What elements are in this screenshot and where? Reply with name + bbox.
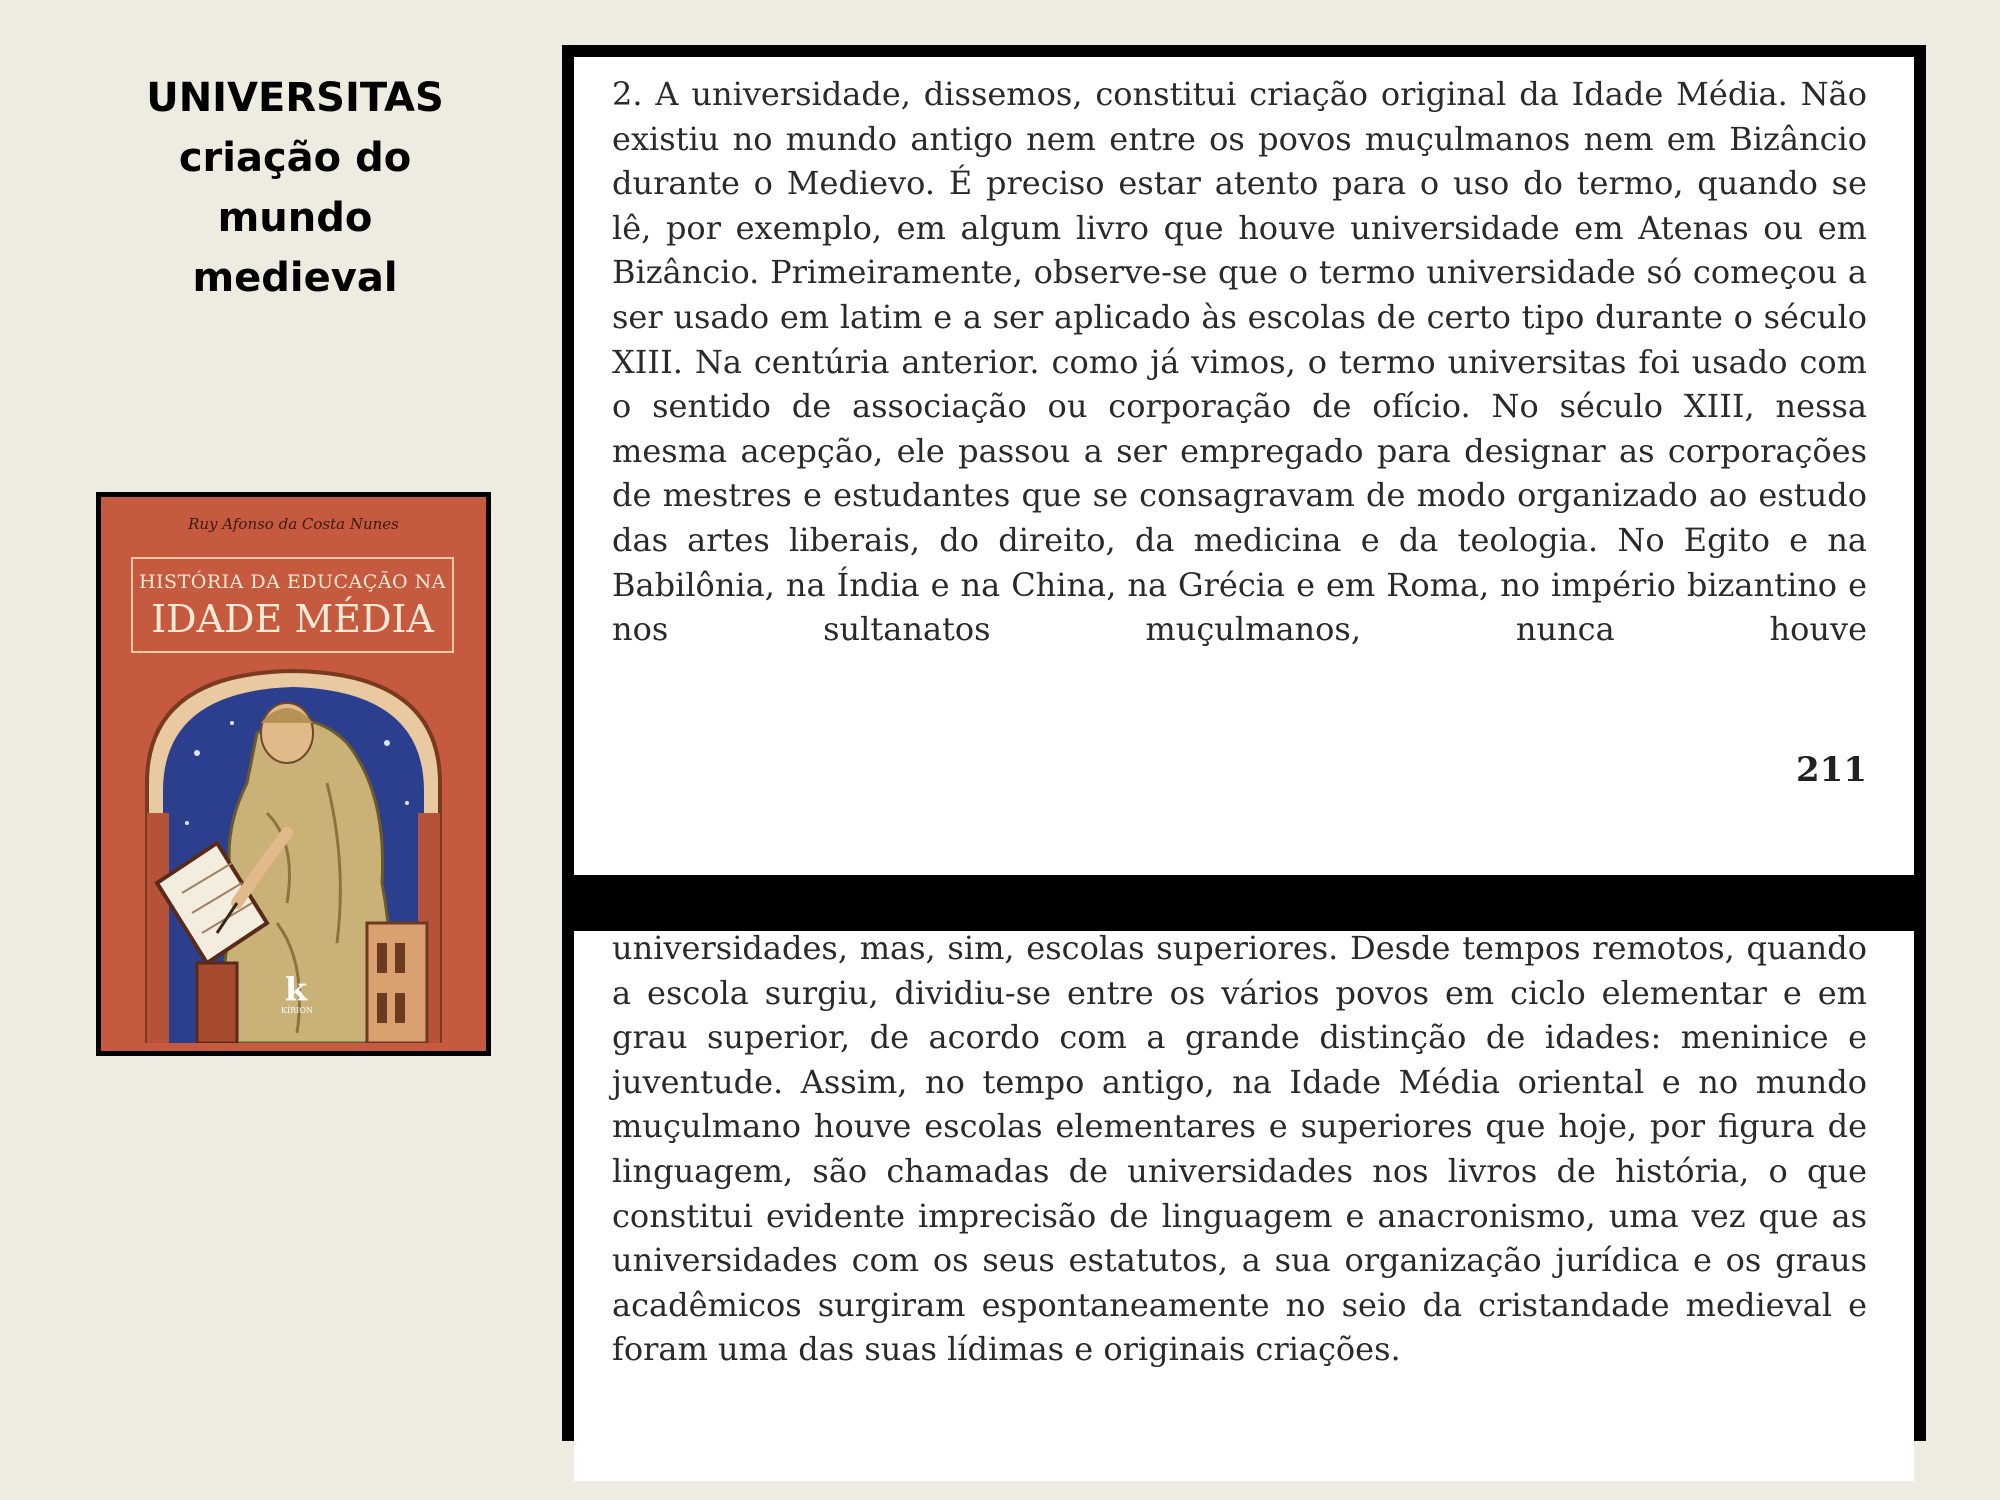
slide-title-line: UNIVERSITAS [146, 75, 444, 121]
slide-title-line: medieval [192, 255, 398, 301]
publisher-logo-mark: k [284, 970, 308, 1008]
slide-title-line: mundo [217, 195, 373, 241]
page-number: 211 [1796, 750, 1867, 790]
slide-title-line: criação do [178, 135, 412, 181]
slide-title [95, 68, 495, 308]
page-top-text: 2. A universidade, dissemos, constitui criação original da Idade Média. Não existiu no mundo antigo nem entre os povos muçulmanos nem em Bizâncio durante o Medievo. É preciso estar atento para o uso do termo, quando se lê, por exemplo, em algum livro que houve universidade em Atenas ou em Bizâncio. Primeiramente, observe-se que o termo universidade só começou a ser usado em latim e a ser aplicado às escolas de certo tipo durante o século XIII. Na centúria anterior. como já vimos, o termo universitas foi usado com o sentido de associação ou corporação de ofício. No século XIII, nessa mesma acepção, ele passou a ser empregado para designar as corporações de mestres e estudantes que se consagravam de modo organizado ao estudo das artes liberais, do direito, da medicina e da teologia. No Egito e na Babilônia, na Índia e na China, na Grécia e em Roma, no império bizantino e nos sultanatos muçulmanos, nunca houve [612, 75, 1867, 649]
book-title-box [131, 557, 454, 653]
page-bottom-text: universidades, mas, sim, escolas superiores. Desde tempos remotos, quando a escola surgiu, dividiu-se entre os vários povos em ciclo elementar e em grau superior, de acordo com a grande distinção de idades: meninice e juventude. Assim, no tempo antigo, na Idade Média oriental e no mundo muçulmano houve escolas elementares e superiores que hoje, por figura de linguagem, são chamadas de universidades nos livros de história, o que constitui evidente imprecisão de linguagem e anacronismo, uma vez que as universidades com os seus estatutos, a sua organização jurídica e os graus acadêmicos surgiram espontaneamente no seio da cristandade medieval e foram uma das suas lídimas e originais criações. [612, 929, 1867, 1369]
book-cover-image [96, 492, 491, 1056]
book-author: Ruy Afonso da Costa Nunes [188, 515, 399, 533]
book-cover-inner [101, 497, 486, 1051]
publisher-logo [281, 972, 311, 1016]
publisher-name: KÍRION [281, 1006, 313, 1015]
book-title-line2: IDADE MÉDIA [151, 597, 434, 641]
book-title-line1: HISTÓRIA DA EDUCAÇÃO NA [138, 571, 446, 593]
